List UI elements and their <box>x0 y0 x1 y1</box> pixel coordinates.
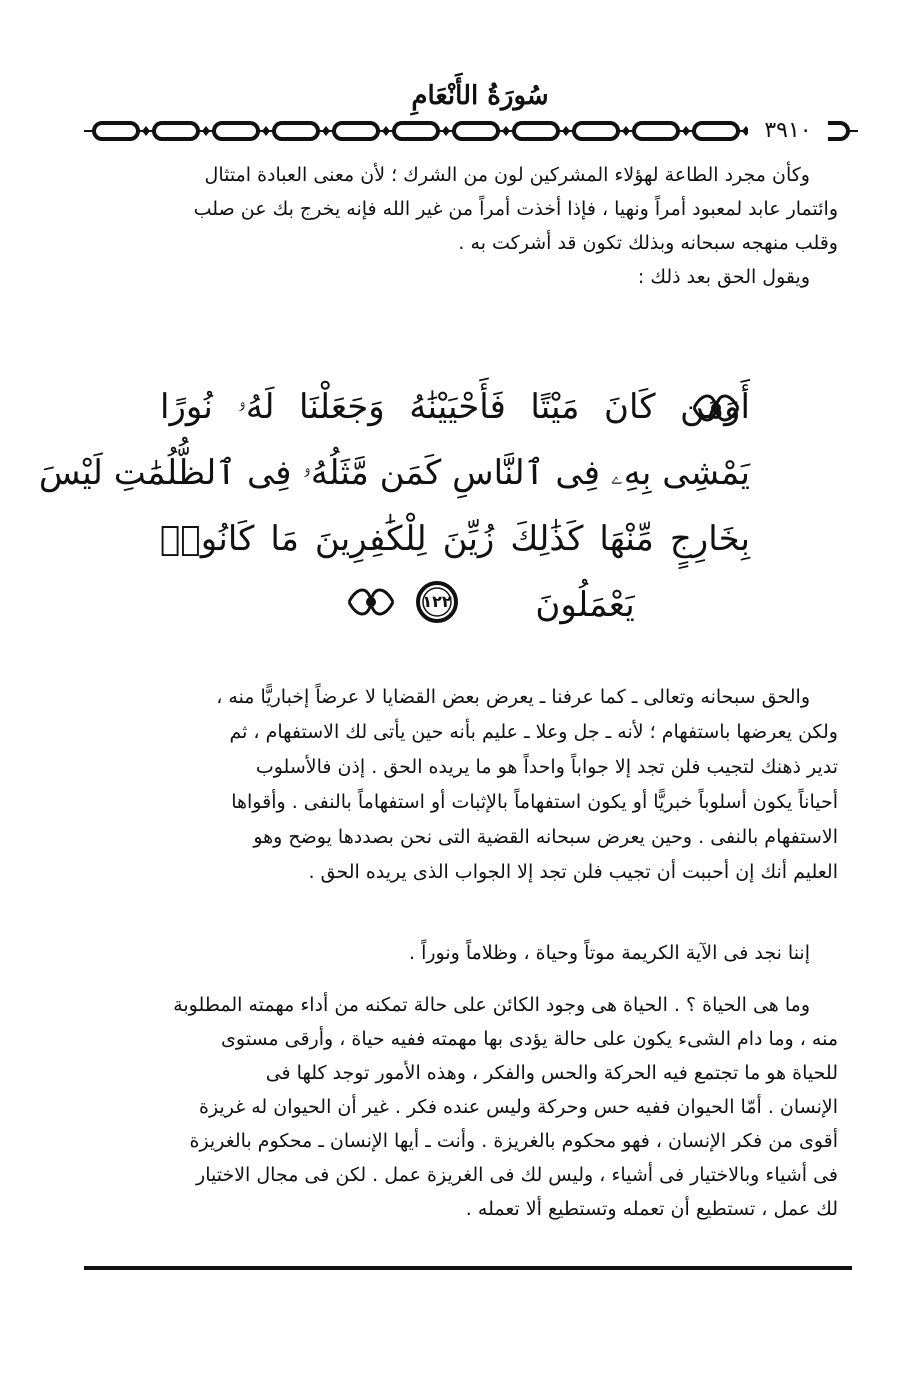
commentary-line: تدير ذهنك لتجيب فلن تجد إلا جواباً واحداً هو ما يريده الحق . إذن فالأسلوب <box>255 756 838 778</box>
commentary-line: ولكن يعرضها باستفهام ؛ لأنه ـ جل وعلا ـ عليم بأنه حين يأتى لك الاستفهام ، ثم <box>229 721 838 743</box>
intro-line: وائتمار عابد لمعبود أمراً ونهيا ، فإذا أخذت أمراً من غير الله فإنه يخرج بك عن صلب <box>193 198 838 220</box>
commentary-line: أحياناً يكون أسلوباً خبريًّا أو يكون استفهاماً بالإثبات أو استفهاماً بالنفى . وأقواها <box>231 791 838 813</box>
intro-line: ويقول الحق بعد ذلك : <box>637 266 810 288</box>
final-line: منه ، وما دام الشىء يكون على حالة يؤدى بها مهمته ففيه حياة ، وأرقى مستوى <box>221 1028 838 1050</box>
surah-title: سُورَةُ الأَنْعَامِ <box>411 81 549 111</box>
intro-line: وكأن مجرد الطاعة لهؤلاء المشركين لون من الشرك ؛ لأن معنى العبادة امتثال <box>204 164 810 186</box>
chain-ornament-border <box>84 118 858 144</box>
page-number: ٣٩١٠ <box>748 116 828 146</box>
verse-line: يَعْمَلُونَ <box>535 585 635 625</box>
intro-line: وقلب منهجه سبحانه وبذلك تكون قد أشركت به . <box>458 232 838 254</box>
intro-paragraph <box>110 158 838 294</box>
final-line: أقوى من فكر الإنسان ، فهو محكوم بالغريزة . وأنت ـ أيها الإنسان ـ محكوم بالغريزة <box>189 1130 838 1152</box>
final-paragraph <box>110 988 838 1226</box>
final-line: لك عمل ، تستطيع أن تعمله وتستطيع ألا تعمله . <box>465 1198 838 1220</box>
verse-line: أَوَمَن كَانَ مَيْتًا فَأَحْيَيْنَٰهُ وَجَعَلْنَا لَهُۥ نُورًا <box>160 387 750 427</box>
ayah-number: ١٢٢ <box>422 592 452 611</box>
commentary-line: الاستفهام بالنفى . وحين يعرض سبحانه القضية التى نحن بصددها يوضح وهو <box>253 826 838 848</box>
final-line: للحياة هو ما تجتمع فيه الحركة والحس والفكر ، وهذه الأمور توجد كلها فى <box>265 1062 838 1084</box>
commentary-paragraph <box>110 680 838 890</box>
footer-rule <box>84 1266 852 1270</box>
final-line: فى أشياء وبالاختيار فى أشياء ، وليس لك فى الغريزة عمل . لكن فى مجال الاختيار <box>196 1164 838 1186</box>
verse-line: يَمْشِى بِهِۦ فِى ٱلنَّاسِ كَمَن مَّثَلُهُۥ فِى ٱلظُّلُمَٰتِ لَيْسَ <box>38 453 750 493</box>
commentary-line: العليم أنك إن أحببت أن تجيب فلن تجد إلا الجواب الذى يريده الحق . <box>308 861 838 883</box>
summary-paragraph <box>110 936 838 970</box>
summary-line: إننا نجد فى الآية الكريمة موتاً وحياة ، وظلاماً ونوراً . <box>409 942 810 964</box>
commentary-line: والحق سبحانه وتعالى ـ كما عرفنا ـ يعرض بعض القضايا لا عرضاً إخباريًّا منه ، <box>216 686 810 708</box>
verse-close-ornament-icon <box>345 582 397 622</box>
final-line: وما هى الحياة ؟ . الحياة هى وجود الكائن على حالة تمكنه من أداء مهمته المطلوبة <box>173 994 810 1016</box>
final-line: الإنسان . أمّا الحيوان ففيه حس وحركة وليس عنده فكر . غير أن الحيوان له غريزة <box>199 1096 838 1118</box>
verse-line: بِخَارِجٍ مِّنْهَا كَذَٰلِكَ زُيِّنَ لِلْكَٰفِرِينَ مَا كَانُوا۟ <box>160 519 750 559</box>
